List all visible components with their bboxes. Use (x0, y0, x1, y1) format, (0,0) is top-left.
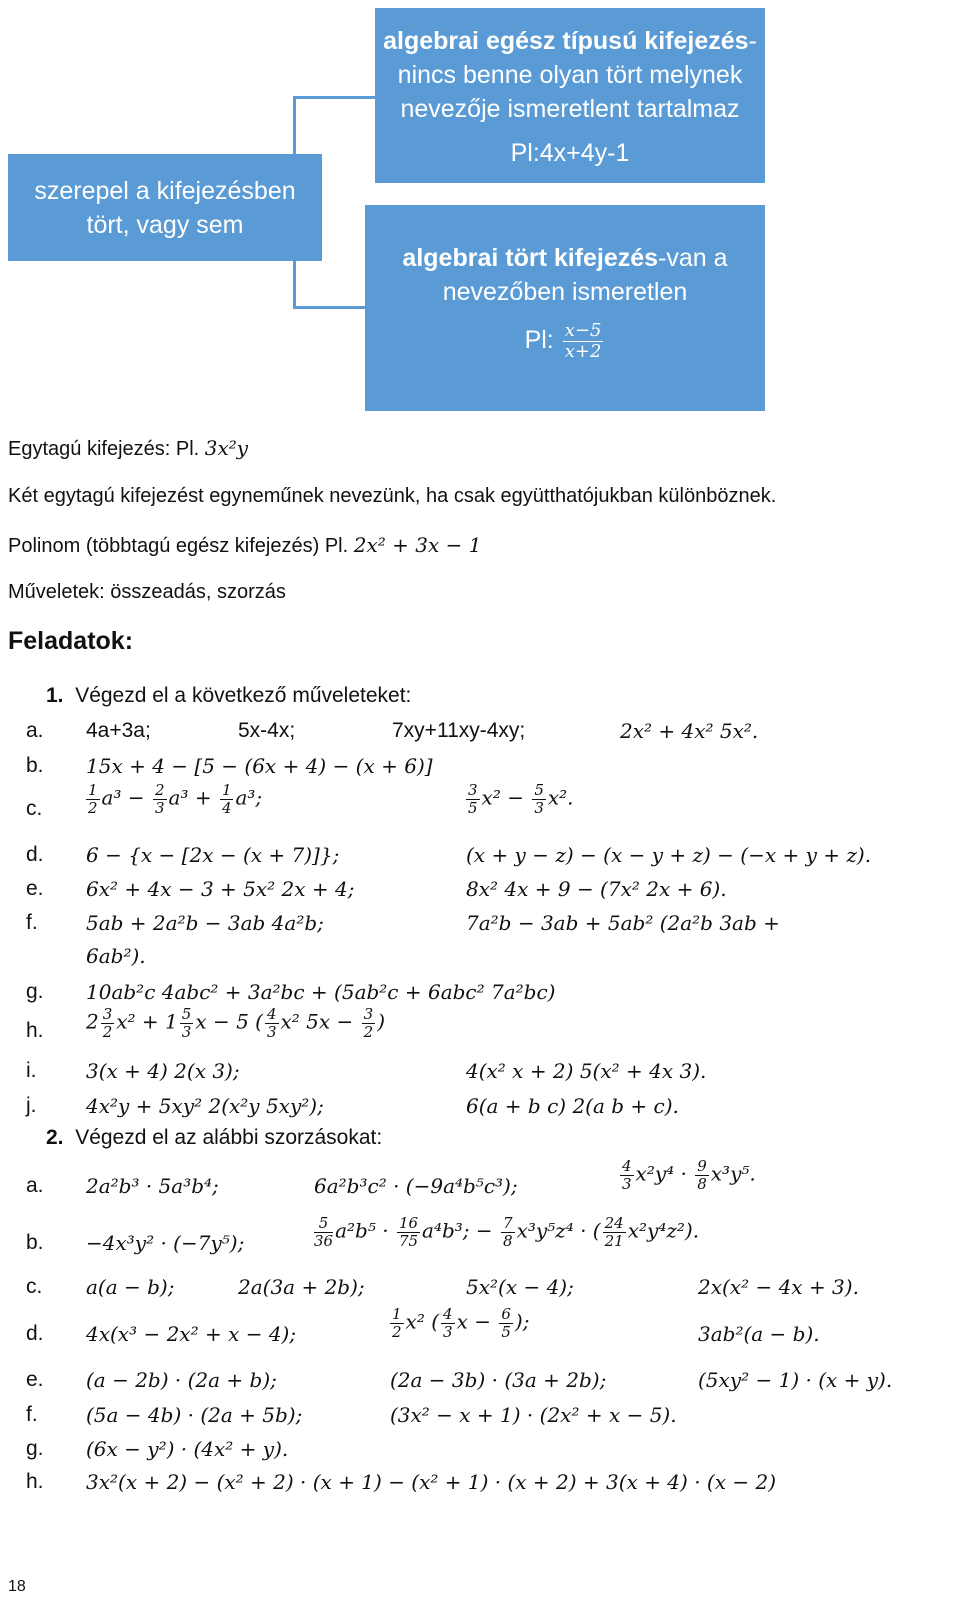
expr: 6 − {x − [2x − (x + 7)]}; (86, 843, 340, 867)
exercises-heading: Feladatok: (8, 627, 134, 655)
expr: $\frac{3}{5}$ x² − $\frac{5}{3}$ x². (468, 781, 574, 817)
text-line-2: Két egytagú kifejezést egyneműnek nevezünk, ha csak együtthatójukban különböznek. (8, 485, 777, 507)
fraction-denominator: x+2 (564, 340, 602, 362)
page-number: 18 (8, 1578, 26, 1595)
expr: 6x² + 4x − 3 + 5x² 2x + 4; (86, 877, 355, 901)
expr: (2a − 3b) · (3a + 2b); (390, 1368, 607, 1392)
polynomial-label: Polinom (többtagú egész kifejezés) Pl. (8, 535, 349, 557)
expr: (3x² − x + 1) · (2x² + x − 5). (390, 1403, 677, 1427)
bottom-box-rest: -van a nevezőben ismeretlen (442, 244, 728, 306)
task-1-number: 1. (46, 684, 64, 707)
task-2-number: 2. (46, 1126, 64, 1149)
fraction: $\frac{1}{2}$ (88, 781, 98, 817)
expr: 3(x + 4) 2(x 3); (86, 1059, 240, 1083)
expr: 5x²(x − 4); (466, 1275, 574, 1299)
expr: 3x²(x + 2) − (x² + 2) · (x + 1) − (x² + 1) · (x + 2) + 3(x + 4) · (x − 2) (86, 1470, 776, 1494)
expr: $\frac{1}{2}$ a³ − $\frac{2}{3}$ a³ + $\frac{1}{4}$ a³; (88, 781, 263, 817)
expr: (5xy² − 1) · (x + y). (698, 1368, 893, 1392)
expr: 2 $\frac{3}{2}$ x² + 1 $\frac{5}{3}$ x − 5 ( $\frac{4}{3}$ x² 5x − $\frac{3}{2}$ ) (86, 1005, 386, 1041)
expr: 7a²b − 3ab + 5ab² (2a²b 3ab + (466, 911, 780, 935)
expr: 6(a + b c) 2(a b + c). (466, 1094, 679, 1118)
item-label: b. (26, 754, 44, 777)
task-2-text: Végezd el az alábbi szorzásokat: (75, 1126, 383, 1149)
text-line-4: Műveletek: összeadás, szorzás (8, 581, 286, 603)
bottom-box (365, 205, 765, 411)
expr: a(a − b); (86, 1275, 175, 1299)
expr: 4x(x³ − 2x² + x − 4); (86, 1322, 297, 1346)
item-label: a. (26, 719, 44, 742)
fraction: $\frac{5}{3}$ (534, 781, 544, 817)
item-label: i. (26, 1059, 37, 1082)
text-line-3 (8, 533, 481, 558)
expr: $\frac{5}{36}$ a²b⁵ · $\frac{16}{75}$ a⁴b³; − $\frac{7}{8}$ x³y⁵z⁴ · ( $\frac{24}{21}$ x²y⁴z²). (314, 1214, 700, 1250)
expr: 2x(x² − 4x + 3). (698, 1275, 859, 1299)
expr: 4x²y + 5xy² 2(x²y 5xy²); (86, 1094, 324, 1118)
item-label: e. (26, 1368, 44, 1391)
task-1-text: Végezd el a következő műveleteket: (75, 684, 412, 707)
item-label: j. (26, 1094, 37, 1117)
example-fraction (563, 321, 604, 362)
expr: 2a(3a + 2b); (238, 1275, 365, 1299)
expr: 7xy+11xy-4xy; (392, 719, 526, 742)
expr: (6x − y²) · (4x² + y). (86, 1437, 289, 1461)
expr: $\frac{4}{3}$ x²y⁴ · $\frac{9}{8}$ x³y⁵. (622, 1157, 756, 1193)
item-label: f. (26, 1403, 38, 1426)
expr: 8x² 4x + 9 − (7x² 2x + 6). (466, 877, 727, 901)
item-label: d. (26, 843, 44, 866)
expr: 6ab²). (86, 944, 146, 968)
connector-bottom (293, 306, 365, 309)
expr: 10ab²c 4abc² + 3a²bc + (5ab²c + 6abc² 7a²bc) (86, 980, 556, 1004)
item-label: e. (26, 877, 44, 900)
expr: 5ab + 2a²b − 3ab 4a²b; (86, 911, 324, 935)
expr: −4x³y² · (−7y⁵); (86, 1231, 245, 1255)
item-label: d. (26, 1322, 44, 1345)
connector-top (293, 96, 375, 99)
top-box (375, 8, 765, 183)
fraction: $\frac{1}{4}$ (221, 781, 232, 817)
item-label: f. (26, 911, 38, 934)
fraction: $\frac{3}{5}$ (468, 781, 478, 817)
item-label: c. (26, 1275, 43, 1298)
expr: 5x-4x; (238, 719, 296, 742)
top-box-bold: algebrai egész típusú kifejezés (383, 27, 749, 55)
fraction: $\frac{2}{3}$ (154, 781, 165, 817)
item-label: a. (26, 1174, 44, 1197)
expr: $\frac{1}{2}$ x² ( $\frac{4}{3}$ x − $\frac{6}{5}$ ); (392, 1305, 530, 1341)
bottom-box-example (373, 321, 757, 362)
monomial-label: Egytagú kifejezés: Pl. (8, 438, 200, 460)
item-label: h. (26, 1470, 44, 1493)
expr: 4a+3a; (86, 719, 151, 742)
expr: 4(x² x + 2) 5(x² + 4x 3). (466, 1059, 707, 1083)
expr: 15x + 4 − [5 − (6x + 4) − (x + 6)] (86, 754, 433, 778)
text-line-1 (8, 436, 248, 461)
item-label: g. (26, 1437, 44, 1460)
item-label: b. (26, 1231, 44, 1254)
monomial-example: 3x²y (204, 436, 249, 460)
polynomial-example: 2x² + 3x − 1 (353, 533, 482, 557)
item-label: g. (26, 980, 44, 1003)
expr: 2a²b³ · 5a³b⁴; (86, 1174, 219, 1198)
expr: 3ab²(a − b). (698, 1322, 820, 1346)
left-box (8, 154, 322, 261)
task-1-title (46, 684, 411, 708)
bottom-box-bold: algebrai tört kifejezés (402, 244, 659, 272)
expr: 2x² + 4x² 5x². (620, 719, 759, 743)
expr: (5a − 4b) · (2a + 5b); (86, 1403, 303, 1427)
left-box-text: szerepel a kifejezésben tört, vagy sem (34, 177, 296, 239)
task-2-title (46, 1126, 382, 1150)
expr: 6a²b³c² · (−9a⁴b⁵c³); (314, 1174, 518, 1198)
top-box-rest: -nincs benne olyan tört melynek nevezője ismeretlent tartalmaz (397, 27, 757, 123)
example-prefix: Pl: (524, 325, 554, 354)
expr: (x + y − z) − (x − y + z) − (−x + y + z). (466, 843, 872, 867)
expr: (a − 2b) · (2a + b); (86, 1368, 277, 1392)
item-label: c. (26, 797, 43, 820)
top-box-example: Pl:4x+4y-1 (510, 139, 630, 167)
fraction-numerator: x−5 (564, 320, 602, 341)
item-label: h. (26, 1019, 44, 1042)
